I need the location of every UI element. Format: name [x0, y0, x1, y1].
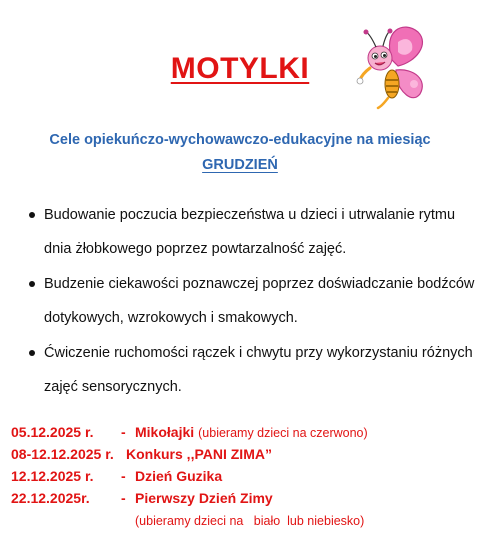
event-row [11, 490, 476, 512]
event-separator: - [121, 424, 126, 440]
page-title: MOTYLKI [170, 52, 310, 85]
event-extra-note: (ubieramy dzieci na biało lub niebiesko) [135, 514, 365, 528]
event-date: 05.12.2025 r. [11, 424, 94, 440]
events-list [11, 424, 476, 512]
event-separator: - [121, 490, 126, 506]
event-date: 08-12.12.2025 r. [11, 446, 114, 462]
goal-item: Ćwiczenie ruchomości rączek i chwytu przy wykorzystaniu różnych zajęć sensorycznych. [28, 336, 476, 404]
goal-item: Budowanie poczucia bezpieczeństwa u dzieci i utrwalanie rytmu dnia żłobkowego poprzez powtarzalność zajęć. [28, 198, 476, 266]
event-row [11, 424, 476, 446]
event-row [11, 446, 476, 468]
subtitle [0, 132, 480, 148]
event-note: (ubieramy dzieci na czerwono) [198, 426, 368, 440]
event-separator: - [121, 468, 126, 484]
event-date: 12.12.2025 r. [11, 468, 94, 484]
event-name: Konkurs ,,PANI ZIMA” [126, 446, 272, 462]
subtitle-rest: na miesiąc [352, 132, 431, 148]
event-name: Pierwszy Dzień Zimy [135, 490, 273, 506]
event-date: 22.12.2025r. [11, 490, 90, 506]
event-row [11, 468, 476, 490]
event-name: Dzień Guzika [135, 468, 223, 484]
event-name: Mikołajki [135, 424, 195, 440]
month-label: GRUDZIEŃ [202, 157, 278, 173]
subtitle-bold: Cele opiekuńczo-wychowawczo-edukacyjne [49, 132, 353, 148]
goal-item: Budzenie ciekawości poznawczej poprzez doświadczanie bodźców dotykowych, wzrokowych i smakowych. [28, 267, 476, 335]
butterfly-icon [352, 22, 432, 112]
goals-list [28, 198, 476, 405]
